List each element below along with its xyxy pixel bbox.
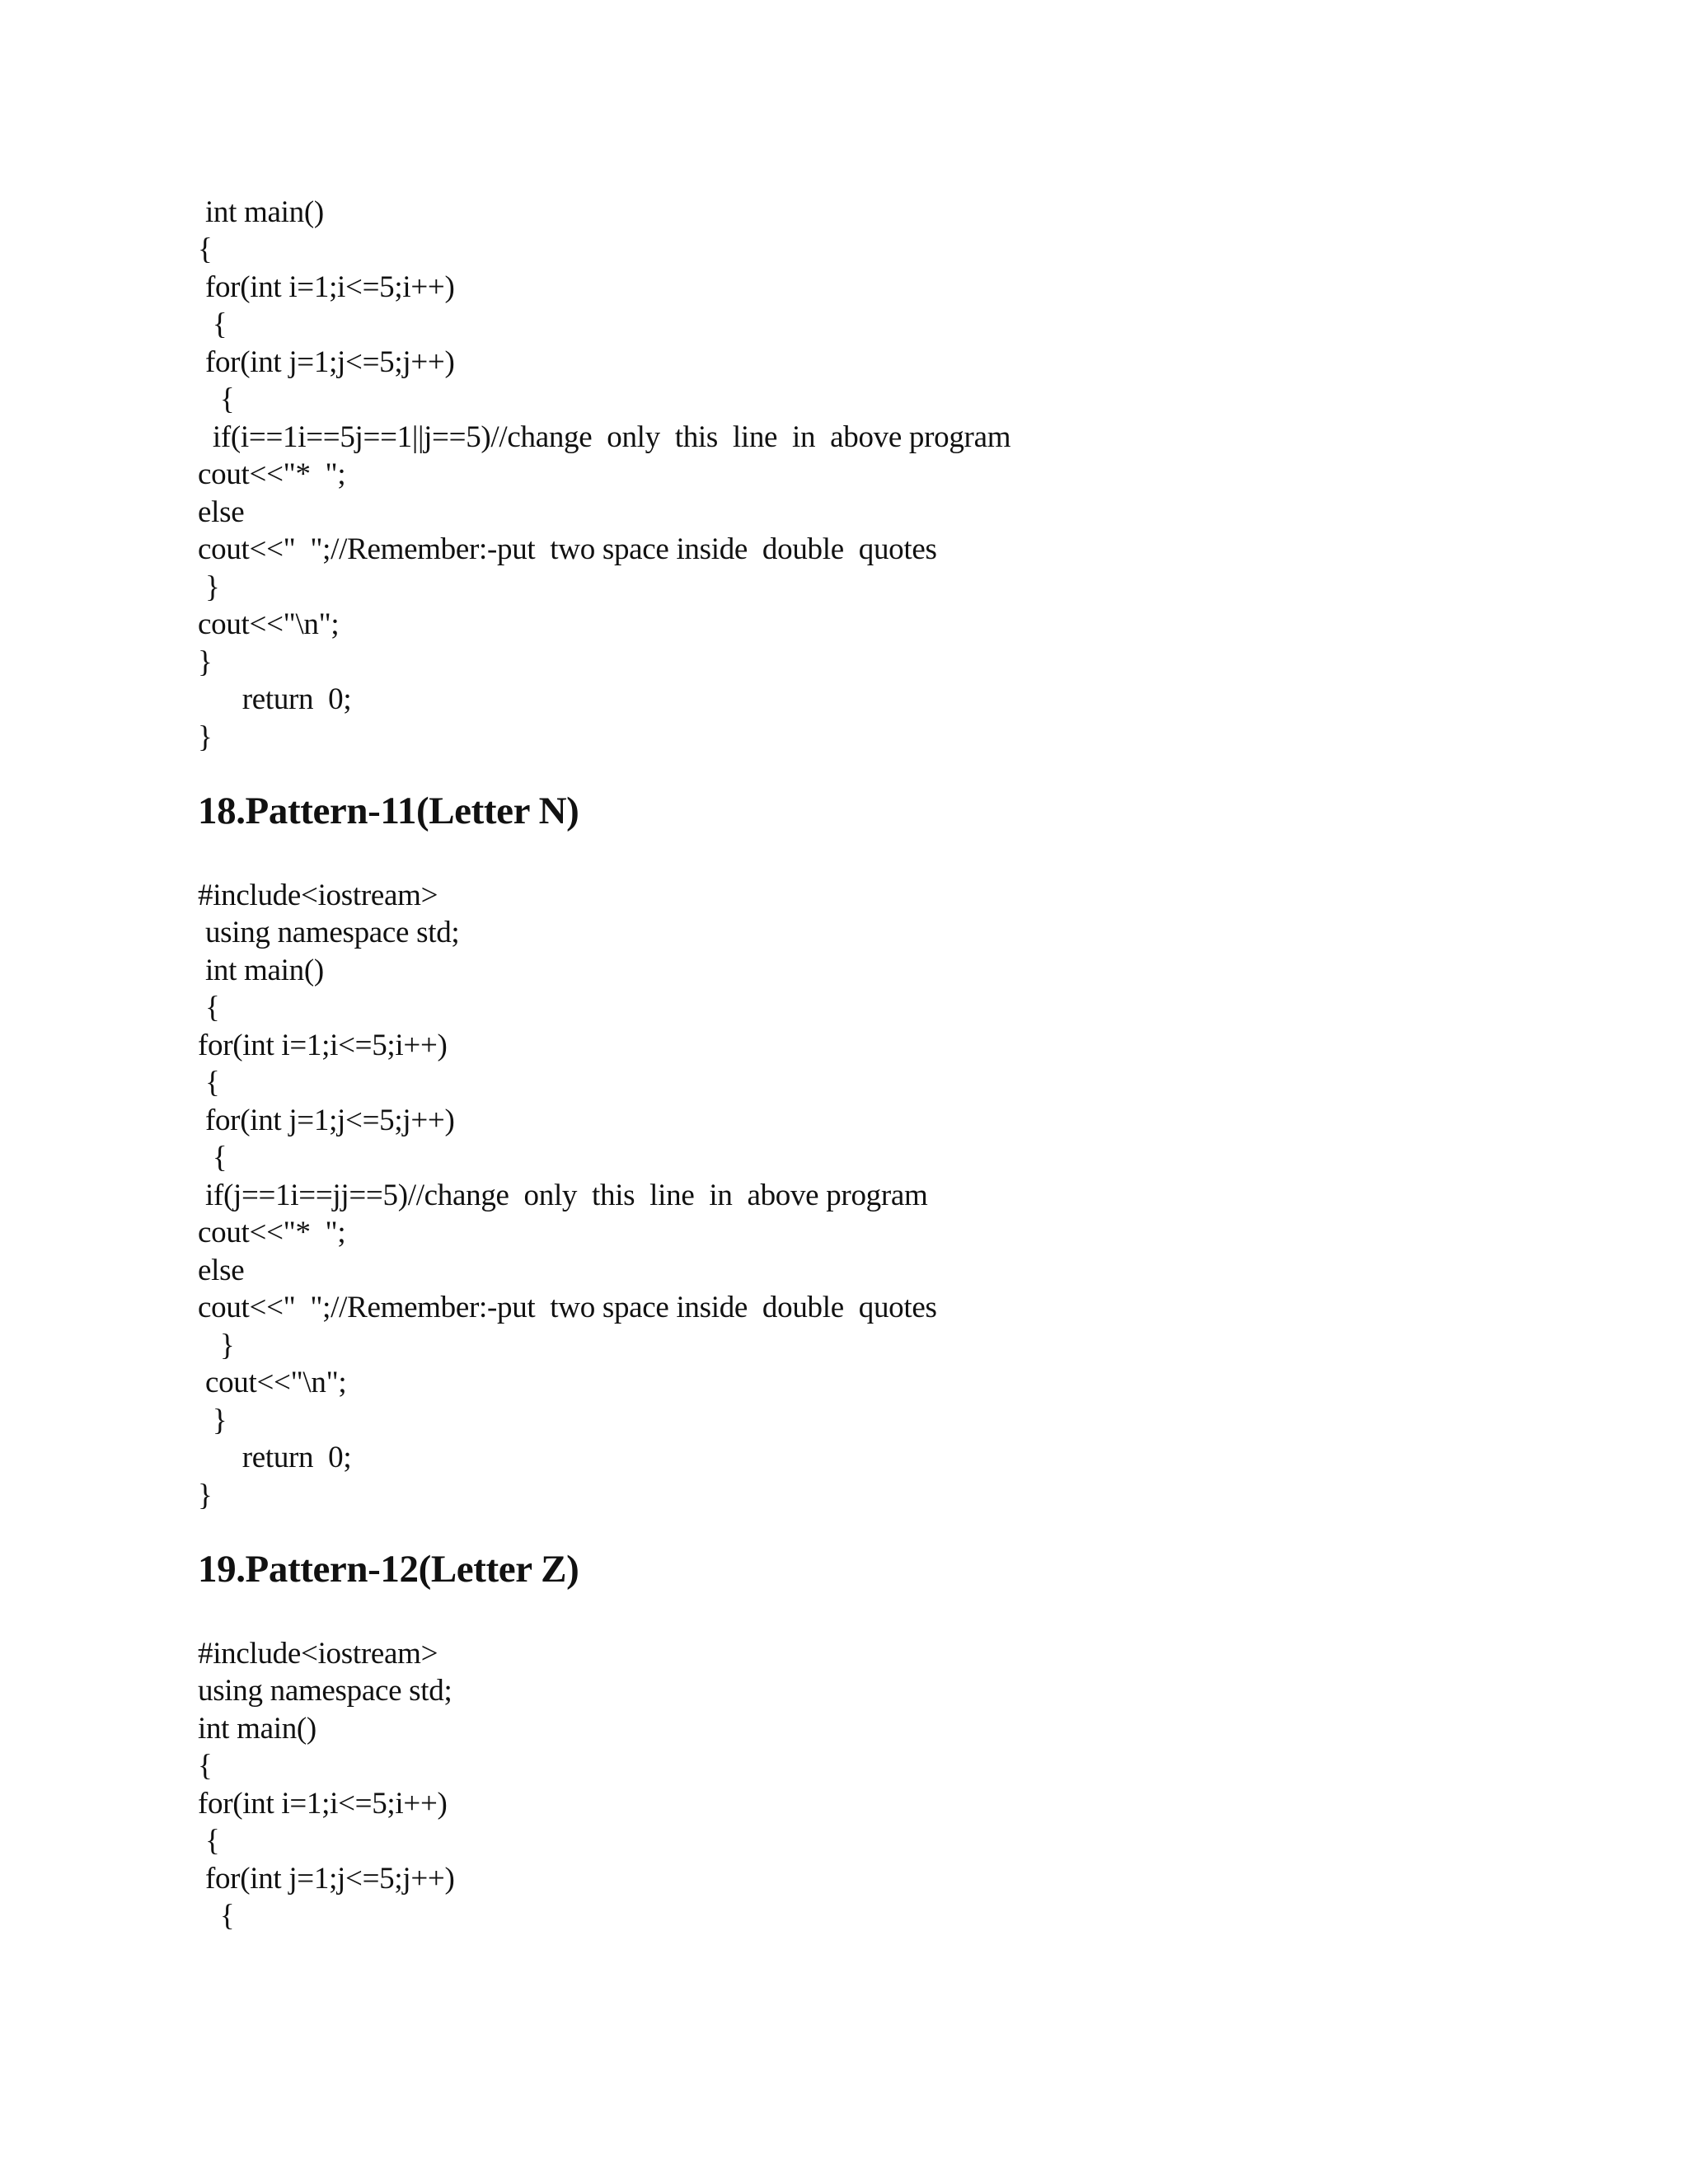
code-line: } [198,1404,227,1437]
code-line: if(j==1i==jj==5)//change only this line in above program [198,1179,928,1212]
code-line: { [198,991,220,1024]
code-line: { [198,1899,235,1933]
code-line: cout<<" ";//Remember:-put two space inside double quotes [198,1291,937,1324]
code-line: using namespace std; [198,916,460,949]
code-line: return 0; [198,682,352,716]
code-line: { [198,1824,220,1858]
code-line: } [198,645,213,679]
code-line: if(i==1i==5j==1||j==5)//change only this line in above program [198,420,1011,454]
section-heading-18: 18.Pattern-11(Letter N) [198,790,579,832]
code-line: int main() [198,954,324,987]
code-line: cout<<"\n"; [198,607,340,641]
code-line: int main() [198,1712,316,1746]
code-line: #include<iostream> [198,879,438,912]
code-line: } [198,720,213,754]
code-line: { [198,382,235,416]
code-line: int main() [198,195,324,229]
code-line: else [198,1254,245,1287]
code-line: } [198,1329,235,1362]
code-line: { [198,307,227,341]
code-line: using namespace std; [198,1674,452,1708]
code-line: for(int i=1;i<=5;i++) [198,1787,448,1821]
code-line: #include<iostream> [198,1637,438,1671]
section-heading-19: 19.Pattern-12(Letter Z) [198,1548,579,1591]
code-line: { [198,232,213,266]
code-line: for(int j=1;j<=5;j++) [198,1862,455,1896]
code-line: for(int i=1;i<=5;i++) [198,1029,448,1062]
code-line: cout<<"* "; [198,1216,346,1249]
code-line: cout<<"* "; [198,457,346,491]
code-line: for(int j=1;j<=5;j++) [198,345,455,379]
code-line: for(int j=1;j<=5;j++) [198,1104,455,1137]
code-line: return 0; [198,1441,352,1474]
code-line: else [198,495,245,529]
code-line: } [198,570,220,604]
code-line: for(int i=1;i<=5;i++) [198,270,455,304]
code-line: { [198,1141,227,1174]
code-line: { [198,1066,220,1099]
code-line: cout<<"\n"; [198,1366,347,1399]
code-line: cout<<" ";//Remember:-put two space inside double quotes [198,532,937,566]
code-line: { [198,1749,213,1783]
code-line: } [198,1479,213,1512]
